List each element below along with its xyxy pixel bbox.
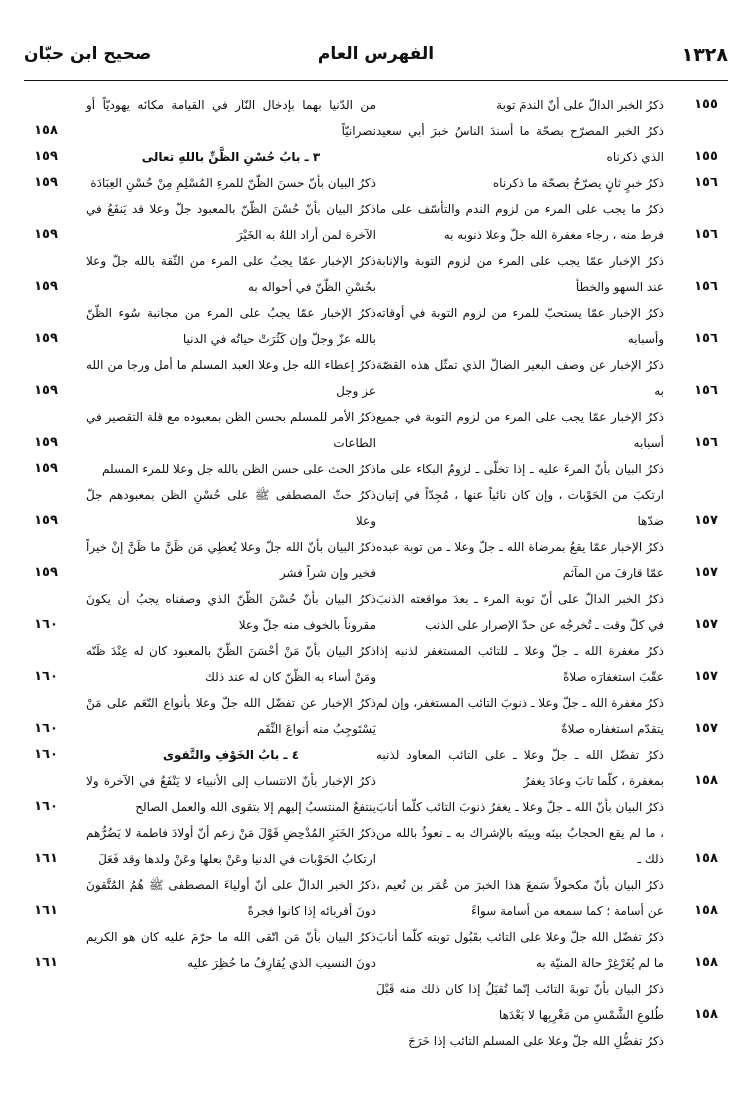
- entry-text: ذكرُ البيان بأنّ حُسْنَ الظّنّ بالمعبود جلّ وعلا قد يَنفَعُ في الآخرة لمن أراد اللهُ به الخَيْرَ: [86, 202, 376, 242]
- index-column-left: [24, 92, 376, 1092]
- entry-text: ذكرُ الإخبار عمّا يجبُ على المرء من مجانبة سُوء الظّنّ بالله عزّ وجلّ وإن كَثُرَتْ حياتُه في الدنيا: [86, 306, 376, 346]
- entry-text: ذكرُ الإخبار عن وصف البعير الضالّ الذي تمثّل هذه القصّة به: [376, 358, 664, 398]
- entry-page-number: ١٥٨: [34, 123, 58, 138]
- entry-page-number: ١٥٧: [694, 669, 718, 684]
- index-entry: [376, 456, 728, 534]
- index-entry: [24, 248, 376, 300]
- entry-page-number: ١٥٥: [694, 149, 718, 164]
- entry-page-number: ١٥٧: [694, 565, 718, 580]
- header-rule: [24, 80, 728, 81]
- entry-text: ذكرُ الخبر الدالّ على أنّ الندمَ توبة: [496, 98, 664, 112]
- index-entry: [24, 924, 376, 976]
- entry-text: ذكرُ ما يجب على المرء من لزوم الندم والتأسّف على ما فرط منه ، رجاء مغفرة الله جلّ وعلا ذنوبه به: [376, 202, 664, 242]
- index-entry: [24, 404, 376, 456]
- section-title: الفهرس العام: [317, 44, 435, 64]
- entry-text: ٤ ـ بابُ الخَوْفِ والتَّقوى: [162, 748, 300, 762]
- entry-text: ذكرُ تفضّل الله جلّ وعلا على التائب بقَبُول توبته كلّما أنابَ ما لم يُغَرْغِرْ حالة المنيّة به: [376, 930, 664, 970]
- entry-page-number: ١٥٨: [694, 955, 718, 970]
- index-entry: [376, 92, 728, 118]
- entry-page-number: ١٥٨: [694, 851, 718, 866]
- entry-page-number: ١٦١: [34, 903, 58, 918]
- entry-page-number: ١٦١: [34, 851, 58, 866]
- entry-text: ذكرُ البيان بأنّ حُسْنَ الظّنّ الذي وصفناه يجبُ أن يكونَ مقروناً بالخوف منه جلّ وعلا: [86, 592, 376, 632]
- index-column-right: [376, 92, 728, 1092]
- index-chapter-heading: [24, 144, 376, 170]
- index-entry: [24, 586, 376, 638]
- index-entry: [376, 248, 728, 300]
- entry-text: ذكرُ الخَبَرِ المُدْحِضِ قَوْلَ مَنْ زعم أنّ أولادَ فاطمة لا يَضُرُّهم ارتكابُ الحَوْبات في الدنيا وعَنْ بعلها وعَنْ ولدها وقد فَعَلَ: [86, 826, 376, 866]
- entry-text: ذكرُ خبرٍ ثانٍ يصرّحُ بصحّة ما ذكرناه: [492, 176, 664, 190]
- entry-text: ذكرُ الأمر للمسلم بحسن الظن بمعبوده مع قلة التقصير في الطاعات: [86, 410, 376, 450]
- entry-page-number: ١٥٦: [694, 383, 718, 398]
- entry-page-number: ١٥٩: [34, 227, 58, 242]
- index-entry: [376, 170, 728, 196]
- entry-text: ذكرُ الإخبار عمّا يجبُ على المرء من الثّقة بالله جلّ وعلا بحُسْنِ الظّنّ في أحواله به: [86, 254, 376, 294]
- entry-text: ذكرُ الإخبار عمّا يجب على المرء من لزوم التوبة والإنابة عند السهو والخطأ: [376, 254, 664, 294]
- index-entry: [376, 586, 728, 638]
- entry-page-number: ١٥٩: [34, 461, 58, 476]
- index-entry: [376, 638, 728, 690]
- entry-text: ذكرُ الخبر الدالّ على أنّ أولياءَ المصطفى ﷺ هُمُ المُتَّقونَ دونَ أقربائه إذا كانوا فجرةً: [86, 878, 376, 918]
- page-number: ١٣٢٨: [681, 44, 728, 66]
- index-entry: [24, 820, 376, 872]
- book-title: صحيح ابن حبّان: [24, 44, 152, 64]
- index-entry: [24, 352, 376, 404]
- entry-text: ٣ ـ بابُ حُسْنِ الظَّنِّ باللهِ تعالى: [141, 150, 321, 164]
- index-entry: [376, 300, 728, 352]
- entry-text: ذكرُ البيان بأنّ حسنَ الظّنّ للمرءِ المُسْلِمِ مِنْ حُسْنِ العِبَادَة: [90, 176, 376, 190]
- entry-text: ذكرُ البيان بأنّ توبةَ التائب إنّما تُقبَلُ إذا كان ذلك منه قَبْلَ طُلوعِ الشَّمْسِ من مَغْرِبِها لا بَعْدَها: [376, 982, 664, 1022]
- entry-page-number: ١٥٩: [34, 513, 58, 528]
- index-entry: [376, 872, 728, 924]
- entry-text: ذكرُ الإخبار عن تفضّل الله جلّ وعلا بأنواع النّعَم على مَنْ يَسْتَوجِبُ منه أنواعَ النِّقَم: [86, 696, 376, 736]
- entry-text: ذكرُ الإخبار عمّا يقعُ بمرضاة الله ـ جلّ وعلا ـ من توبة عبده عمّا قارفَ من المآثم: [376, 540, 664, 580]
- entry-page-number: ١٥٧: [694, 513, 718, 528]
- entry-text: ذكرُ الإخبار بأنّ الانتساب إلى الأنبياء لا يَنْفَعُ في الآخرة ولا ينتفعُ المنتسبُ إليهم إلا بتقوى الله والعمل الصالح: [86, 774, 376, 814]
- entry-page-number: ١٥٩: [34, 435, 58, 450]
- index-entry: [376, 690, 728, 742]
- entry-page-number: ١٦٠: [34, 721, 58, 736]
- entry-text: ذكرُ البيان بأنّ الله جلّ وعلا يُعطِي مَن ظَنَّ ما ظَنَّ إنْ خيراً فخير وإن شراً فشر: [86, 540, 376, 580]
- entry-page-number: ١٦٠: [34, 799, 58, 814]
- entry-page-number: ١٥٩: [34, 331, 58, 346]
- index-entry: [376, 534, 728, 586]
- entry-text: ذكرُ البيان بأنّ مكحولاً سَمعَ هذا الخبرَ من عُمَر بن نُعيم ، عن أسامة ؛ كما سمعه من أسامة سواءً: [376, 878, 664, 918]
- index-entry: [24, 690, 376, 742]
- entry-text: ذكرُ البيان بأنّ الله ـ جلّ وعلا ـ يغفرُ ذنوبَ التائب كلّما أنابَ ، ما لم يقع الحجابُ بينَه وبينَه بالإشراك به ـ نعوذُ بالله من ذلك ـ: [376, 800, 664, 866]
- entry-text: من الدّنيا بهما بإدخال النّار في القيامة مكانَه يهوديّاً أو نصرانيّاً: [86, 98, 376, 138]
- entry-page-number: ١٥٦: [694, 279, 718, 294]
- entry-page-number: ١٦٠: [34, 747, 58, 762]
- entry-text: ذكرُ الإخبار عمّا يجب على المرء من لزوم التوبة في جميع أسبابه: [376, 410, 664, 450]
- index-entry: [24, 872, 376, 924]
- running-header: [24, 44, 728, 72]
- entry-text: ذكرُ الخبر الدالّ على أنّ توبة المرء ـ بعدَ مواقعته الذنبَ في كلّ وقت ـ تُخرجُه عن حدّ الإصرار على الذنب: [376, 592, 664, 632]
- entry-text: ذكرُ تفضّل الله ـ جلّ وعلا ـ على التائب المعاود لذنبه بمغفرة ، كلّما تابَ وعادَ يغفرُ: [376, 748, 664, 788]
- entry-page-number: ١٥٩: [34, 279, 58, 294]
- index-entry: [24, 456, 376, 482]
- index-entry: [24, 638, 376, 690]
- entry-page-number: ١٥٨: [694, 903, 718, 918]
- entry-text: ذكرُ تفضُّلِ الله جلّ وعلا على المسلم التائب إذا خَرَجَ: [408, 1034, 664, 1048]
- index-entry: [376, 976, 728, 1028]
- entry-text: ذكرُ إعطاء الله جل وعلا العبد المسلم ما أمل ورجا من الله عز وجل: [86, 358, 376, 398]
- entry-page-number: ١٥٧: [694, 617, 718, 632]
- entry-text: ذكرُ مغفرة الله ـ جلّ وعلا ـ للتائب المستغفر لذنبه إذا عقّبَ استغفارَه صلاةً: [376, 644, 664, 684]
- index-entry: [376, 196, 728, 248]
- entry-text: ذكرُ حثّ المصطفى ﷺ على حُسْنِ الظن بمعبودهم جلّ وعلا: [86, 488, 376, 528]
- entry-page-number: ١٥٦: [694, 175, 718, 190]
- entry-page-number: ١٥٥: [694, 97, 718, 112]
- index-entry: [24, 92, 376, 144]
- index-entry: [24, 534, 376, 586]
- entry-page-number: ١٥٩: [34, 175, 58, 190]
- index-entry: [376, 742, 728, 794]
- entry-page-number: ١٥٩: [34, 383, 58, 398]
- index-entry: [376, 1028, 728, 1054]
- entry-page-number: ١٦٠: [34, 617, 58, 632]
- entry-page-number: ١٥٦: [694, 331, 718, 346]
- index-entry: [24, 196, 376, 248]
- entry-page-number: ١٥٨: [694, 1007, 718, 1022]
- index-entry: [24, 170, 376, 196]
- entry-page-number: ١٥٨: [694, 773, 718, 788]
- entry-text: ذكرُ البيان بأنّ المرءَ عليه ـ إذا تخلّى ـ لزومُ البكاء على ما ارتكبَ من الحَوْبات ، وإن كان نائياً عنها ، مُجِدّاً في إتيان ضدّها: [376, 462, 664, 528]
- index-entry: [376, 924, 728, 976]
- index-entry: [24, 300, 376, 352]
- index-entry: [376, 794, 728, 872]
- entry-page-number: ١٥٦: [694, 227, 718, 242]
- entry-text: ذكرُ البيان بأنّ مَنْ أحْسَنَ الظّنّ بالمعبود كان له عِنْدَ ظَنّه ومَنْ أساء به الظّنّ كان له عند ذلك: [86, 644, 376, 684]
- entry-text: ذكرُ مغفرة الله ـ جلّ وعلا ـ ذنوبَ التائب المستغفر، وإن لم يتقدّم استغفاره صلاةٌ: [376, 696, 664, 736]
- index-entry: [376, 118, 728, 170]
- entry-page-number: ١٦٠: [34, 669, 58, 684]
- entry-text: ذكرُ البيان بأنّ مَن اتّقى الله ما حرّمَ عليه كان هو الكريم دونَ النسيب الذي يُقارِفُ ما حُظِرَ عليه: [86, 930, 376, 970]
- entry-text: ذكرُ الحث على حسن الظن بالله جل وعلا للمرء المسلم: [102, 462, 376, 476]
- index-entry: [24, 482, 376, 534]
- index-chapter-heading: [24, 742, 376, 768]
- entry-text: ذكرُ الإخبار عمّا يستحبّ للمرء من لزوم التوبة في أوقاته وأسبابه: [376, 306, 664, 346]
- entry-text: ذكرُ الخبر المصرّح بصحّة ما أسندَ الناسُ خبرَ أبي سعيد الذي ذكرناه: [376, 124, 664, 164]
- entry-page-number: ١٦١: [34, 955, 58, 970]
- entry-page-number: ١٥٧: [694, 721, 718, 736]
- entry-page-number: ١٥٦: [694, 435, 718, 450]
- entry-page-number: ١٥٩: [34, 149, 58, 164]
- index-entry: [24, 768, 376, 820]
- index-entry: [376, 352, 728, 404]
- entry-page-number: ١٥٩: [34, 565, 58, 580]
- index-entry: [376, 404, 728, 456]
